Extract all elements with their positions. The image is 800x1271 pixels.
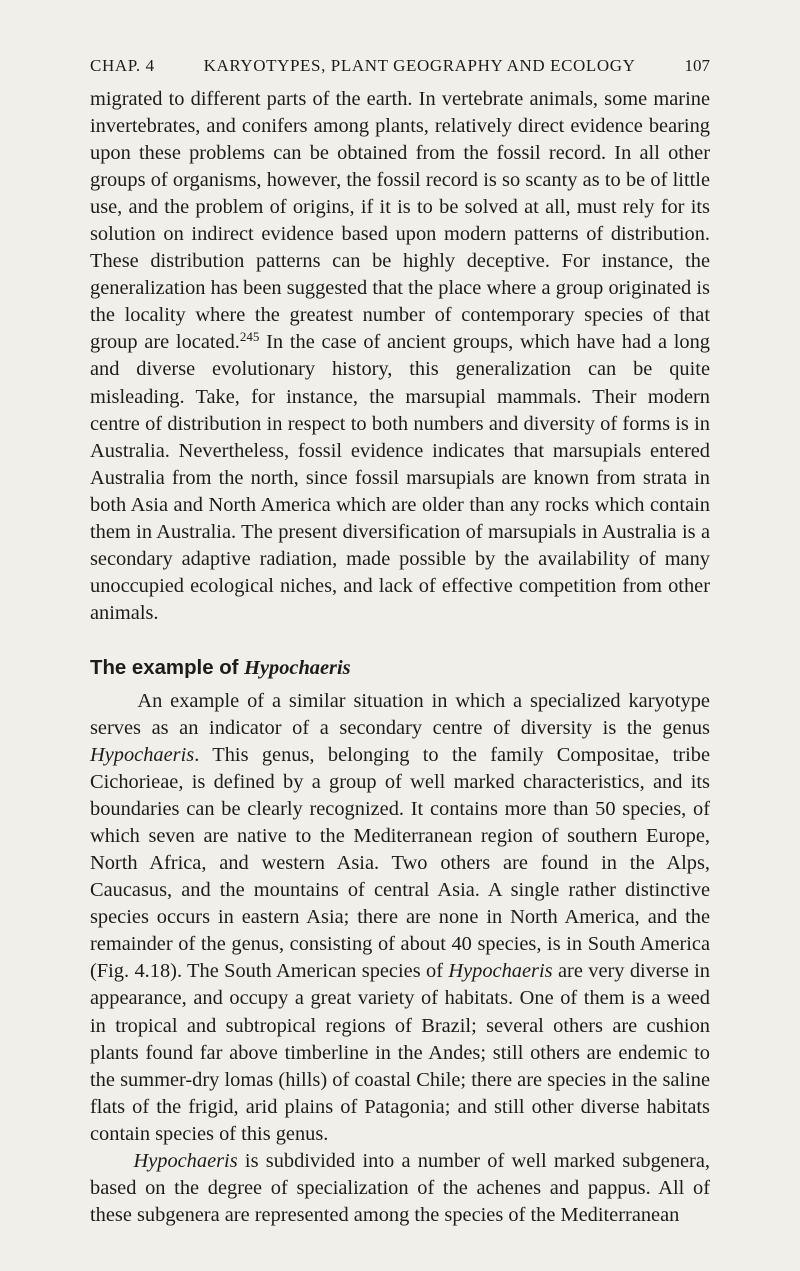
running-header [90, 56, 710, 76]
heading-genus: Hypochaeris [244, 656, 351, 679]
paragraph-text: migrated to different parts of the earth. In vertebrate animals, some marine invertebrates, and conifers among plants, relatively direct evidence bearing upon these problems can be obtained from the fossil record. In all other groups of organisms, however, the fossil record is so scanty as to be of little use, and the problem of origins, if it is to be solved at all, must rely for its solution on indirect evidence based upon modern patterns of distribution. These distribution patterns can be highly deceptive. For instance, the generalization has been suggested that the place where a group originated is the locality where the greatest number of contemporary species of that group are located. [90, 88, 710, 354]
paragraph-hypochaeris-intro [90, 688, 710, 1148]
paragraph-text: In the case of ancient groups, which have had a long and diverse evolutionary history, this generalization can be quite misleading. Take, for instance, the marsupial mammals. Their modern centre of distribution in respect to both numbers and diversity of forms is in Australia. Nevertheless, fossil evidence indicates that marsupials entered Australia from the north, since fossil marsupials are known from strata in both Asia and North America which are older than any rocks which contain them in Australia. The present diversification of marsupials in Australia is a secondary adaptive radiation, made possible by the availability of many unoccupied ecological niches, and lack of effective competition from other animals. [90, 331, 710, 624]
chapter-label: CHAP. 4 [90, 56, 155, 75]
section-heading [90, 655, 710, 682]
paragraph-text: . This genus, belonging to the family Compositae, tribe Cichorieae, is defined by a group of well marked characteristics, and its boundaries can be clearly recognized. It contains more than 50 species, of which seven are native to the Mediterranean region of southern Europe, North Africa, and western Asia. Two others are found in the Alps, Caucasus, and the mountains of central Asia. A single rather distinctive species occurs in eastern Asia; there are none in North America, and the remainder of the genus, consisting of about 40 species, is in South America (Fig. 4.18). The South American species of [90, 744, 710, 983]
genus-name: Hypochaeris [90, 744, 195, 767]
paragraph-subgenera [90, 1148, 710, 1229]
paragraph-text: An example of a similar situation in which a specialized karyotype serves as an indicator of a secondary centre of diversity is the genus [90, 689, 710, 739]
paragraph-marsupials [90, 86, 710, 627]
genus-name: Hypochaeris [448, 960, 553, 983]
heading-text: The example of [90, 656, 245, 679]
paragraph-text: is subdivided into a number of well marked subgenera, based on the degree of specialization of the achenes and pappus. All of these subgenera are represented among the species of the Mediterranean [90, 1149, 710, 1226]
chapter-title: KARYOTYPES, PLANT GEOGRAPHY AND ECOLOGY [203, 56, 636, 75]
paragraph-text: are very diverse in appearance, and occupy a great variety of habitats. One of them is a weed in tropical and subtropical regions of Brazil; several others are cushion plants found far above timberline in the Andes; still others are endemic to the summer-dry lomas (hills) of coastal Chile; there are species in the saline flats of the frigid, arid plains of Patagonia; and still other diverse habitats contain species of this genus. [90, 960, 710, 1145]
page-number: 107 [684, 56, 710, 75]
genus-name: Hypochaeris [133, 1149, 238, 1172]
footnote-reference: 245 [239, 329, 260, 345]
